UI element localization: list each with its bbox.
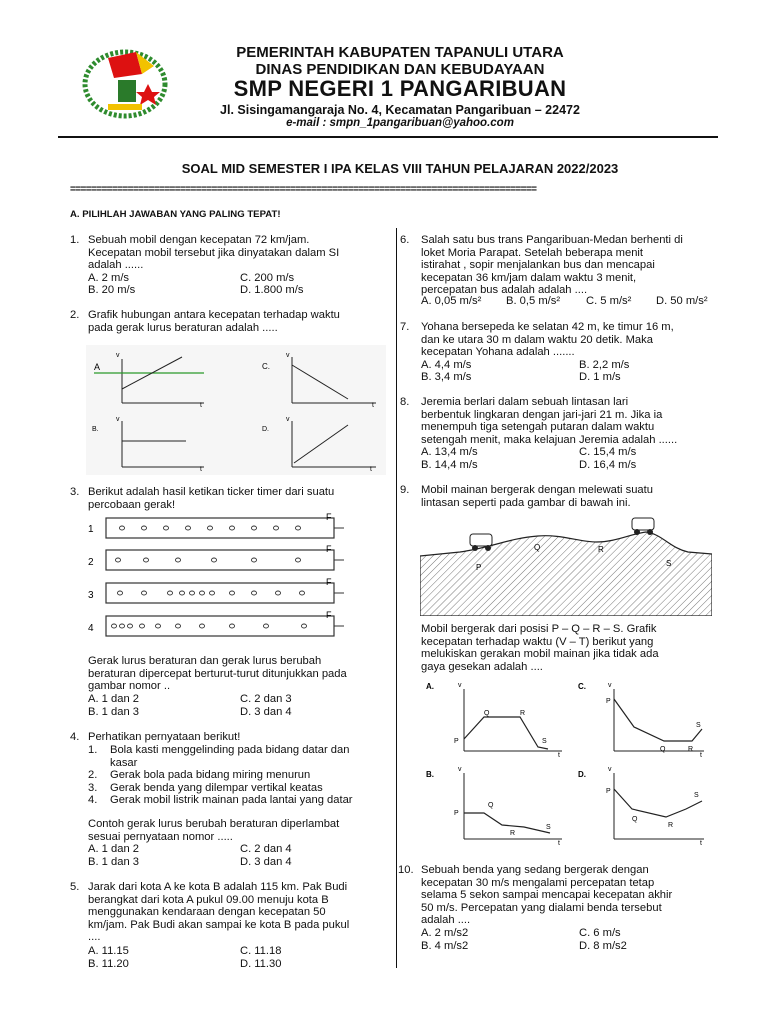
q10-option-c[interactable]: C. 6 m/s (579, 927, 621, 939)
q2-label-a: A (94, 362, 101, 372)
q4-statement: Gerak mobil listrik mainan pada lantai yang datar (110, 794, 353, 807)
q9-hill-track (420, 532, 712, 616)
q4-option-a[interactable]: A. 1 dan 2 (88, 843, 140, 855)
q3-after-line: gambar nomor .. (88, 680, 171, 693)
svg-text:R: R (688, 746, 694, 753)
q5-option-c[interactable]: C. 11.18 (240, 945, 282, 957)
q3-line: percobaan gerak! (88, 498, 176, 511)
q8-line: Jeremia berlari dalam sebuah lintasan lari (421, 396, 629, 408)
q9-track-figure (420, 512, 712, 616)
svg-text:v: v (116, 416, 120, 423)
q4-statement-list: 1. Bola kasti menggelinding pada bidang datar dan kasar 2. Gerak bola pada bidang miring menurun 3. Gerak benda yang dilempar vertikal keatas 4. Gerak mobil listrik mainan pada lantai yang datar (88, 744, 353, 807)
q6-line: istirahat , sopir menjalankan bus dan mencapai (421, 259, 655, 272)
q1-line: adalah ...... (88, 259, 144, 272)
q9-after-line: gaya gesekan adalah .... (421, 660, 543, 673)
q5-option-d[interactable]: D. 11.30 (240, 958, 282, 970)
svg-text:t: t (558, 840, 560, 847)
q6-line: Salah satu bus trans Pangaribuan-Medan berhenti di (421, 234, 683, 246)
svg-text:t: t (558, 752, 560, 759)
q3-option-c[interactable]: C. 2 dan 3 (240, 693, 292, 705)
q8-line: berbentuk lingkaran dengan jari-jari 21 m. Jika ia (421, 408, 663, 421)
q4-intro: Perhatikan pernyataan berikut! (88, 731, 241, 743)
svg-text:Q: Q (660, 746, 666, 753)
q6-option-c[interactable]: C. 5 m/s² (586, 295, 632, 307)
header-rule (58, 136, 718, 138)
q2-figure-background (86, 345, 386, 475)
q5-line: km/jam. Pak Budi akan sampai ke kota B pada pukul (88, 918, 350, 931)
svg-text:Q: Q (484, 710, 490, 717)
q8-number: 8. (400, 396, 410, 408)
q5-line: .... (88, 931, 101, 944)
q3-ticker-tape-figure (82, 508, 372, 646)
svg-text:v: v (286, 352, 290, 359)
q5-number: 5. (70, 881, 80, 893)
header-department: DINAS PENDIDIKAN DAN KEBUDAYAAN (255, 61, 545, 78)
q5-option-a[interactable]: A. 11.15 (88, 945, 129, 957)
q9-after-line: melukiskan gerakan mobil mainan jika tidak ada (421, 648, 659, 661)
svg-text:Q: Q (632, 816, 638, 823)
q8-option-a[interactable]: A. 13,4 m/s (421, 446, 478, 458)
q10-option-d[interactable]: D. 8 m/s2 (579, 940, 627, 952)
q4-prompt (88, 818, 398, 843)
q2-line: Grafik hubungan antara kecepatan terhadap waktu (88, 309, 340, 321)
q9-option-d-label[interactable]: D. (578, 770, 586, 779)
svg-text:F: F (326, 544, 332, 554)
q9-track-p: P (476, 563, 482, 572)
svg-text:v: v (458, 766, 462, 773)
svg-text:S: S (542, 738, 547, 745)
svg-text:t: t (200, 466, 202, 473)
q1-option-a[interactable]: A. 2 m/s (88, 272, 130, 284)
q3-option-d[interactable]: D. 3 dan 4 (240, 706, 292, 718)
q2-label-b: B. (92, 426, 99, 433)
svg-text:t: t (370, 466, 372, 473)
svg-text:2: 2 (88, 557, 94, 568)
svg-text:t: t (700, 752, 702, 759)
q6-line: percepatan bus adalah adalah .... (421, 284, 588, 297)
q2-number: 2. (70, 309, 80, 321)
q9-track-s: S (666, 559, 672, 568)
svg-text:t: t (372, 402, 374, 409)
q3-tape-1 (88, 512, 344, 538)
q5-line: berangkat dari kota A pukul 09.00 menuju kota B (88, 893, 329, 906)
q2-graph-figure (86, 345, 386, 475)
header-address: Jl. Sisingamangaraja No. 4, Kecamatan Pangaribuan – 22472 (220, 103, 580, 117)
q4-statement: kasar (110, 756, 138, 769)
section-a-heading: A. PILIHLAH JAWABAN YANG PALING TEPAT! (70, 209, 281, 220)
q9-line: lintasan seperti pada gambar di bawah ini. (421, 496, 631, 509)
svg-text:v: v (458, 682, 462, 689)
svg-text:v: v (608, 682, 612, 689)
q9-option-b-label[interactable]: B. (426, 770, 434, 779)
svg-text:1: 1 (88, 524, 94, 535)
q9-number: 9. (400, 484, 410, 496)
q9-graph-c (578, 682, 704, 759)
q7-line: Yohana bersepeda ke selatan 42 m, ke timur 16 m, (421, 321, 674, 333)
q10-line: adalah .... (421, 914, 471, 927)
q1-number: 1. (70, 234, 80, 246)
svg-text:v: v (286, 416, 290, 423)
q2-line: pada gerak lurus beraturan adalah ..... (88, 321, 278, 334)
q9-graph-a (426, 682, 562, 759)
q9-track-q: Q (534, 543, 541, 552)
q3-after-line: Gerak lurus beraturan dan gerak lurus berubah (88, 655, 322, 667)
q7-line: dan ke utara 30 m dalam waktu 20 detik. Maka (421, 333, 653, 346)
q9-option-a-label[interactable]: A. (426, 682, 434, 691)
svg-text:3: 3 (88, 590, 94, 601)
q5-option-b[interactable]: B. 11.20 (88, 958, 129, 970)
q10-option-b[interactable]: B. 4 m/s2 (421, 940, 469, 952)
q4-option-b[interactable]: B. 1 dan 3 (88, 856, 140, 868)
q7-line: kecepatan Yohana adalah ....... (421, 346, 575, 359)
svg-text:P: P (606, 788, 611, 795)
svg-text:Q: Q (488, 802, 494, 809)
q1-line: Sebuah mobil dengan kecepatan 72 km/jam. (88, 234, 310, 246)
q6-number: 6. (400, 234, 410, 246)
q9-after-line: kecepatan terhadap waktu (V – T) berikut yang (421, 635, 654, 648)
q10-line: Sebuah benda yang sedang bergerak dengan (421, 864, 649, 876)
q8-line: setengah menit, maka kelajuan Jeremia adalah ...... (421, 433, 678, 446)
q1-option-d[interactable]: D. 1.800 m/s (240, 284, 304, 296)
svg-text:F: F (326, 610, 332, 620)
svg-text:4: 4 (88, 623, 94, 634)
q9-track-r: R (598, 545, 604, 554)
q4-statement: Bola kasti menggelinding pada bidang datar dan (110, 744, 350, 756)
q3-tape-2 (88, 544, 344, 570)
q3-tape-4 (88, 610, 344, 636)
q4-statement: Gerak benda yang dilempar vertikal keatas (110, 781, 323, 794)
svg-text:S: S (694, 792, 699, 799)
q3-option-a[interactable]: A. 1 dan 2 (88, 693, 140, 705)
q8-option-c[interactable]: C. 15,4 m/s (579, 446, 637, 458)
exam-title: SOAL MID SEMESTER I IPA KELAS VIII TAHUN PELAJARAN 2022/2023 (181, 161, 619, 176)
q9-vt-graphs-figure (420, 677, 712, 853)
q10-option-a[interactable]: A. 2 m/s2 (421, 927, 469, 939)
q10-line: kecepatan 30 m/s mengalami percepatan tetap (421, 876, 655, 889)
q4-statement: Gerak bola pada bidang miring menurun (110, 769, 311, 782)
q1-option-c[interactable]: C. 200 m/s (240, 272, 295, 284)
q10-line: selama 5 sekon sampai mencapai kecepatan akhir (421, 889, 673, 902)
svg-text:R: R (668, 822, 674, 829)
q9-graph-b (426, 766, 562, 847)
svg-text:v: v (116, 352, 120, 359)
svg-text:v: v (608, 766, 612, 773)
q1-option-b[interactable]: B. 20 m/s (88, 284, 136, 296)
q7-option-c[interactable]: B. 2,2 m/s (579, 359, 630, 371)
header-school-name: SMP NEGERI 1 PANGARIBUAN (233, 76, 567, 101)
q6-line: loket Moria Parapat. Setelah beberapa menit (421, 246, 644, 259)
q10-number: 10. (398, 864, 414, 876)
svg-text:P: P (454, 810, 459, 817)
svg-text:P: P (454, 738, 459, 745)
q9-line: Mobil mainan bergerak dengan melewati suatu (421, 484, 653, 496)
q3-number: 3. (70, 486, 80, 498)
q8-line: menempuh tiga setengah putaran dalam waktu (421, 421, 655, 434)
q1-line: Kecepatan mobil tersebut jika dinyatakan dalam SI (88, 246, 340, 259)
q4-number: 4. (70, 731, 80, 743)
q4-after-line: Contoh gerak lurus berubah beraturan diperlambat (88, 818, 340, 830)
svg-text:F: F (326, 577, 332, 587)
q2-label-d: D. (262, 426, 269, 433)
q3-option-b[interactable]: B. 1 dan 3 (88, 706, 140, 718)
q10-line: 50 m/s. Percepatan yang dialami benda tersebut (421, 901, 662, 914)
header-email: e-mail : smpn_1pangaribuan@yahoo.com (286, 117, 514, 129)
q6-option-b[interactable]: B. 0,5 m/s² (506, 295, 561, 307)
q8-option-d[interactable]: D. 16,4 m/s (579, 459, 637, 471)
q9-after-line: Mobil bergerak dari posisi P – Q – R – S. Grafik (421, 623, 657, 635)
q9-prompt (421, 623, 721, 673)
svg-text:R: R (510, 830, 516, 837)
q3-prompt (88, 655, 398, 693)
school-logo (78, 44, 172, 120)
svg-text:P: P (606, 698, 611, 705)
q4-option-d[interactable]: D. 3 dan 4 (240, 856, 292, 868)
q9-option-c-label[interactable]: C. (578, 682, 586, 691)
svg-text:S: S (696, 722, 701, 729)
svg-text:R: R (520, 710, 526, 717)
q4-option-c[interactable]: C. 2 dan 4 (240, 843, 292, 855)
svg-text:S: S (546, 824, 551, 831)
q6-option-d[interactable]: D. 50 m/s² (656, 295, 708, 307)
q9-graph-d (578, 766, 704, 847)
q4-after-line: sesuai pernyataan nomor ..... (88, 830, 233, 843)
divider-line: ========================================================================================= (70, 184, 537, 195)
column-divider (396, 228, 397, 968)
q3-tape-3 (88, 577, 344, 603)
q7-option-a[interactable]: A. 4,4 m/s (421, 359, 472, 371)
q6-option-a[interactable]: A. 0,05 m/s² (421, 295, 482, 307)
q8-option-b[interactable]: B. 14,4 m/s (421, 459, 478, 471)
svg-text:t: t (200, 402, 202, 409)
q7-option-b[interactable]: B. 3,4 m/s (421, 371, 472, 383)
q7-number: 7. (400, 321, 410, 333)
q7-option-d[interactable]: D. 1 m/s (579, 371, 621, 383)
svg-text:t: t (700, 840, 702, 847)
q3-after-line: beraturan dipercepat berturut-turut ditunjukkan pada (88, 667, 347, 680)
q6-line: kecepatan 36 km/jam dalam waktu 3 menit, (421, 271, 637, 284)
svg-text:F: F (326, 512, 332, 522)
q5-line: menggunakan kendaraan dengan kecepatan 50 (88, 906, 326, 919)
q2-label-c: C. (262, 362, 270, 371)
q3-line: Berikut adalah hasil ketikan ticker timer dari suatu (88, 486, 335, 498)
q5-line: Jarak dari kota A ke kota B adalah 115 km. Pak Budi (88, 881, 348, 893)
header-government: PEMERINTAH KABUPATEN TAPANULI UTARA (236, 44, 564, 61)
